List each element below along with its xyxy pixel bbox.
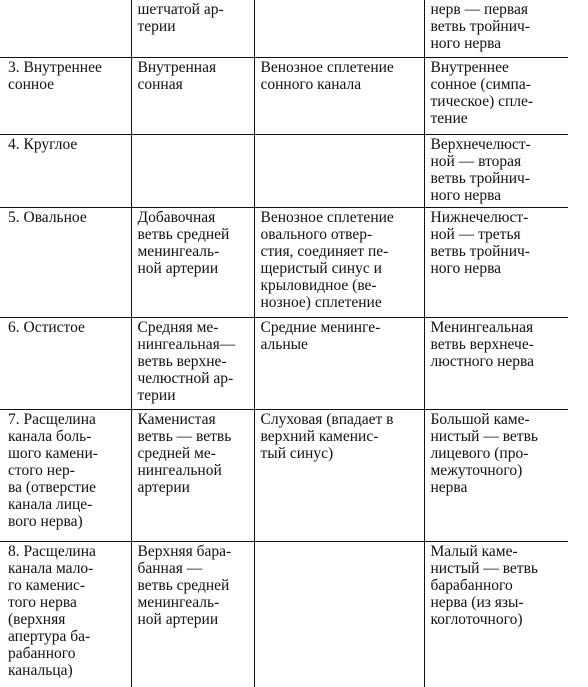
vein-cell: Венозное сплетение сонного канала — [254, 57, 424, 134]
nerve-cell: Малый каме- нистый — ветвь барабанного нерва (из язы- коглоточного) — [424, 541, 568, 687]
nerve-cell: Менингеальная ветвь верхнече- люстного нерва — [424, 317, 568, 409]
table-row — [0, 134, 568, 207]
artery-cell: Добавочная ветвь средней менингеаль- ной артерии — [131, 207, 254, 317]
nerve-cell: Верхнечелюст- ной — вторая ветвь тройнич- ного нерва — [424, 134, 568, 207]
vein-cell — [254, 134, 424, 207]
nerve-cell: нерв — первая ветвь тройнич- ного нерва — [424, 0, 568, 57]
nerve-cell: Нижнечелюст- ной — третья ветвь тройнич- ного нерва — [424, 207, 568, 317]
vein-cell: Средние менинге- альные — [254, 317, 424, 409]
table-row — [0, 0, 568, 57]
opening-cell: 4. Круглое — [8, 135, 78, 153]
vein-cell — [254, 0, 424, 57]
artery-cell: Каменистая ветвь — ветвь средней ме- нингеальной артерии — [131, 409, 254, 541]
table-row — [0, 317, 568, 409]
opening-cell: 6. Остистое — [8, 318, 85, 336]
table-row — [0, 541, 568, 687]
vein-cell: Венозное сплетение овального отвер- стия, соединяет пе- щеристый синус и крыловидное (ве- нозное) сплетение — [254, 207, 424, 317]
vein-cell: Слуховая (впадает в верхний каменис- тый синус) — [254, 409, 424, 541]
artery-cell — [131, 134, 254, 207]
opening-cell: 8. Расщелина канала мало- го каменис- того нерва (верхняя апертура ба- рабанного канальца) — [8, 542, 96, 679]
table-row — [0, 207, 568, 317]
artery-cell: шетчатой ар- терии — [131, 0, 254, 57]
table-row — [0, 409, 568, 541]
nerve-cell: Внутреннее сонное (симпа- тическое) спле- тение — [424, 57, 568, 134]
artery-cell: Средняя ме- нингеальная— ветвь верхне- челюстной ар- терии — [131, 317, 254, 409]
table-row — [0, 57, 568, 134]
opening-cell: 7. Расщелина канала боль- шого камени- стого нер- ва (отверстие канала лице- вого нерва) — [8, 410, 98, 530]
opening-cell: 3. Внутреннее сонное — [8, 58, 102, 93]
artery-cell: Внутренная сонная — [131, 57, 254, 134]
opening-cell — [0, 0, 131, 57]
artery-cell: Верхняя бара- банная — ветвь средней менингеаль- ной артерии — [131, 541, 254, 687]
opening-cell: 5. Овальное — [8, 208, 87, 226]
vein-cell — [254, 541, 424, 687]
nerve-cell: Большой камe- нистый — ветвь лицевого (про- межуточного) нерва — [424, 409, 568, 541]
